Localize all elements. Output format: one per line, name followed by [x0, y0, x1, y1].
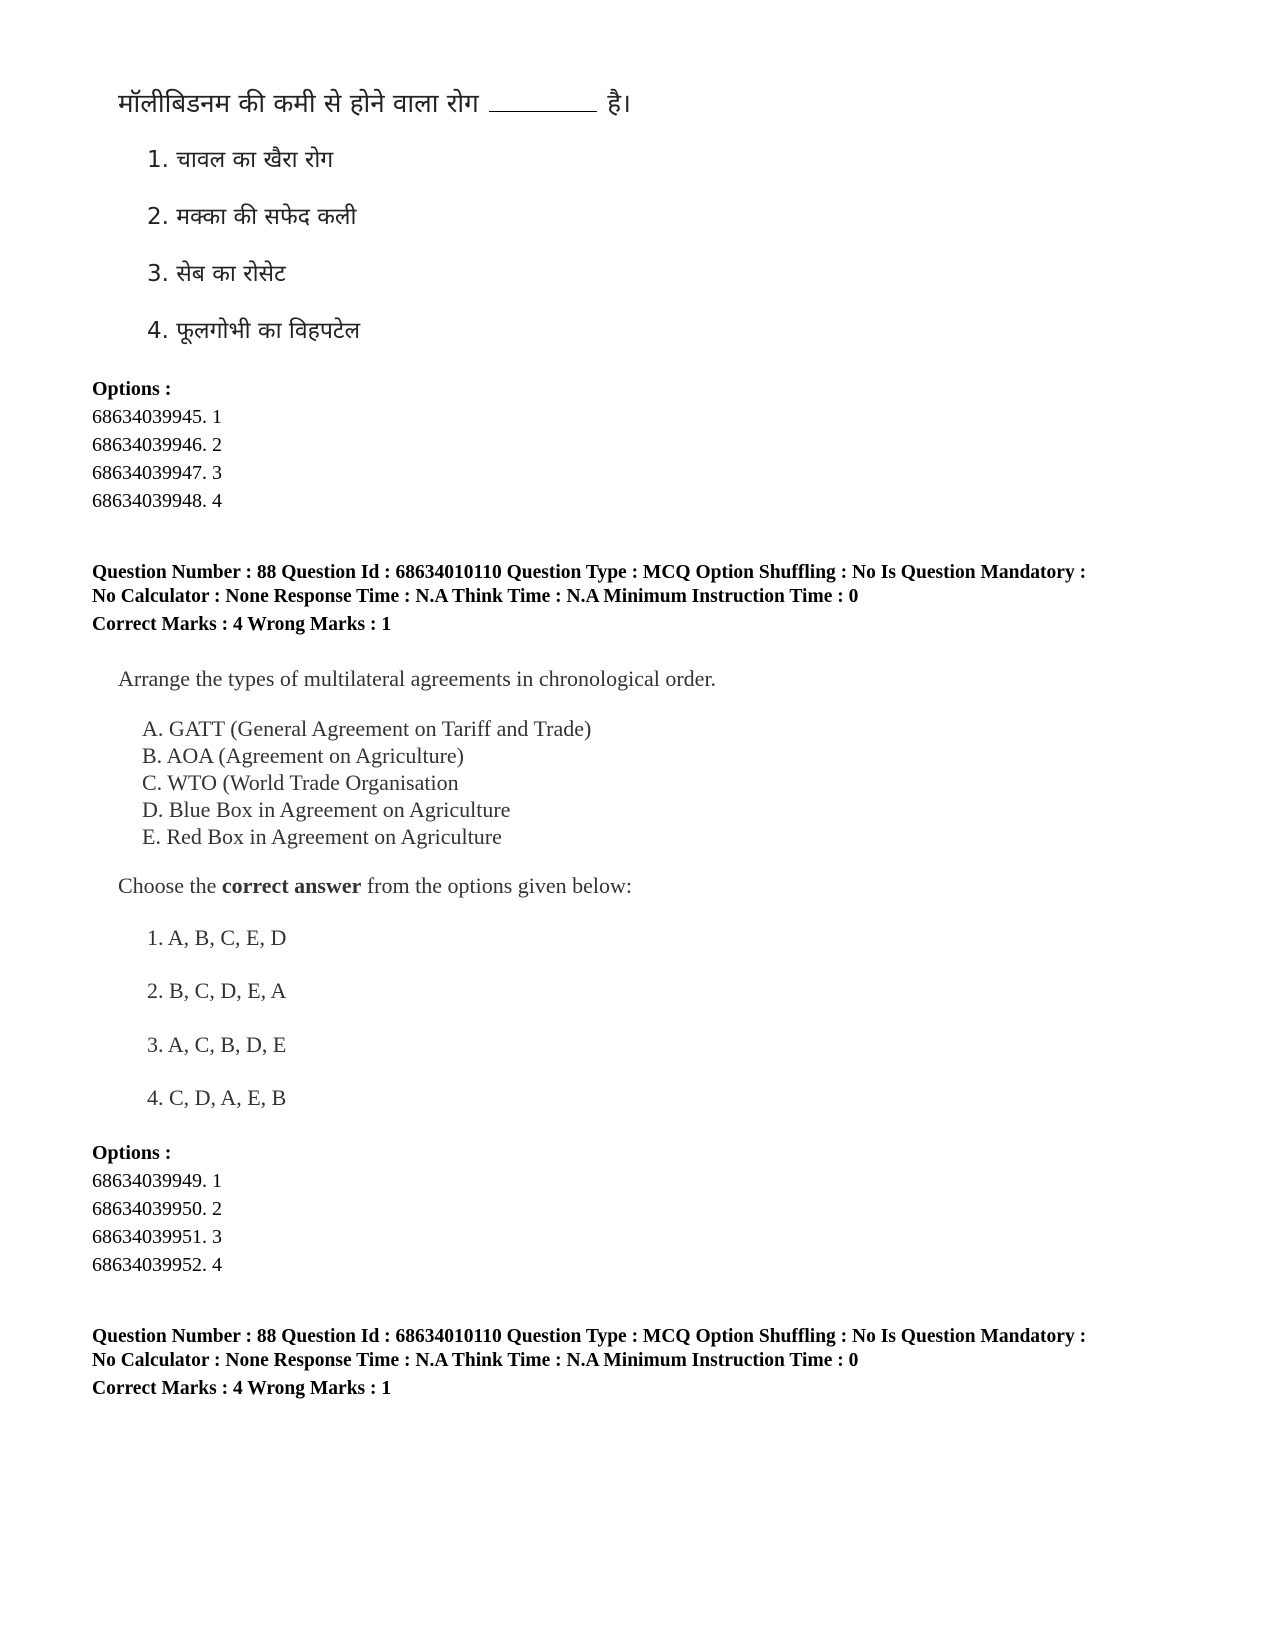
q88-item-b: B. AOA (Agreement on Agriculture): [142, 743, 464, 768]
q88-option-id-3: 68634039951. 3: [92, 1226, 222, 1248]
q88-item-d: D. Blue Box in Agreement on Agriculture: [142, 797, 511, 822]
q87-blank: [489, 111, 597, 112]
q87-choice-2: 2. मक्का की सफेद कली: [147, 204, 357, 230]
q87-stem-before: मॉलीबिडनम की कमी से होने वाला रोग: [118, 89, 479, 119]
q87-choice-3: 3. सेब का रोसेट: [147, 261, 286, 287]
q88-option-id-1: 68634039949. 1: [92, 1170, 222, 1192]
q88-repeat-meta-line1: Question Number : 88 Question Id : 68634010110 Question Type : MCQ Option Shuffling : No Is Question Mandatory :: [92, 1326, 1087, 1347]
q88-item-c: C. WTO (World Trade Organisation: [142, 770, 459, 795]
q87-stem: [118, 84, 631, 120]
q88-option-id-4: 68634039952. 4: [92, 1254, 222, 1276]
q88-repeat-meta-line2: No Calculator : None Response Time : N.A Think Time : N.A Minimum Instruction Time : 0: [92, 1350, 859, 1371]
q87-option-id-1: 68634039945. 1: [92, 406, 222, 428]
q87-choice-4: 4. फूलगोभी का विहपटेल: [147, 318, 361, 344]
q87-choice-1: 1. चावल का खैरा रोग: [147, 147, 334, 173]
q88-instruction-bold: correct answer: [221, 873, 362, 898]
q88-meta-line2: No Calculator : None Response Time : N.A Think Time : N.A Minimum Instruction Time : 0: [92, 586, 859, 607]
q88-choice-1: 1. A, B, C, E, D: [147, 925, 287, 950]
q88-choice-4: 4. C, D, A, E, B: [147, 1085, 287, 1110]
q88-options-label: Options :: [92, 1142, 172, 1164]
q88-choice-3: 3. A, C, B, D, E: [147, 1032, 287, 1057]
q87-option-id-3: 68634039947. 3: [92, 462, 222, 484]
q88-repeat-marks: Correct Marks : 4 Wrong Marks : 1: [92, 1378, 392, 1399]
q87-option-id-4: 68634039948. 4: [92, 490, 222, 512]
q88-option-id-2: 68634039950. 2: [92, 1198, 222, 1220]
q88-instruction: [118, 873, 632, 899]
q87-option-id-2: 68634039946. 2: [92, 434, 222, 456]
q88-stem: Arrange the types of multilateral agreements in chronological order.: [118, 666, 717, 691]
q88-item-e: E. Red Box in Agreement on Agriculture: [142, 824, 502, 849]
q88-meta-line1: Question Number : 88 Question Id : 68634010110 Question Type : MCQ Option Shuffling : No Is Question Mandatory :: [92, 562, 1087, 583]
q88-instruction-post: from the options given below:: [361, 873, 633, 898]
q88-instruction-pre: Choose the: [118, 873, 222, 898]
q88-marks: Correct Marks : 4 Wrong Marks : 1: [92, 614, 392, 635]
q87-stem-after: है।: [607, 89, 631, 119]
q88-choice-2: 2. B, C, D, E, A: [147, 978, 287, 1003]
q87-options-label: Options :: [92, 378, 172, 400]
q88-item-a: A. GATT (General Agreement on Tariff and Trade): [142, 716, 592, 741]
